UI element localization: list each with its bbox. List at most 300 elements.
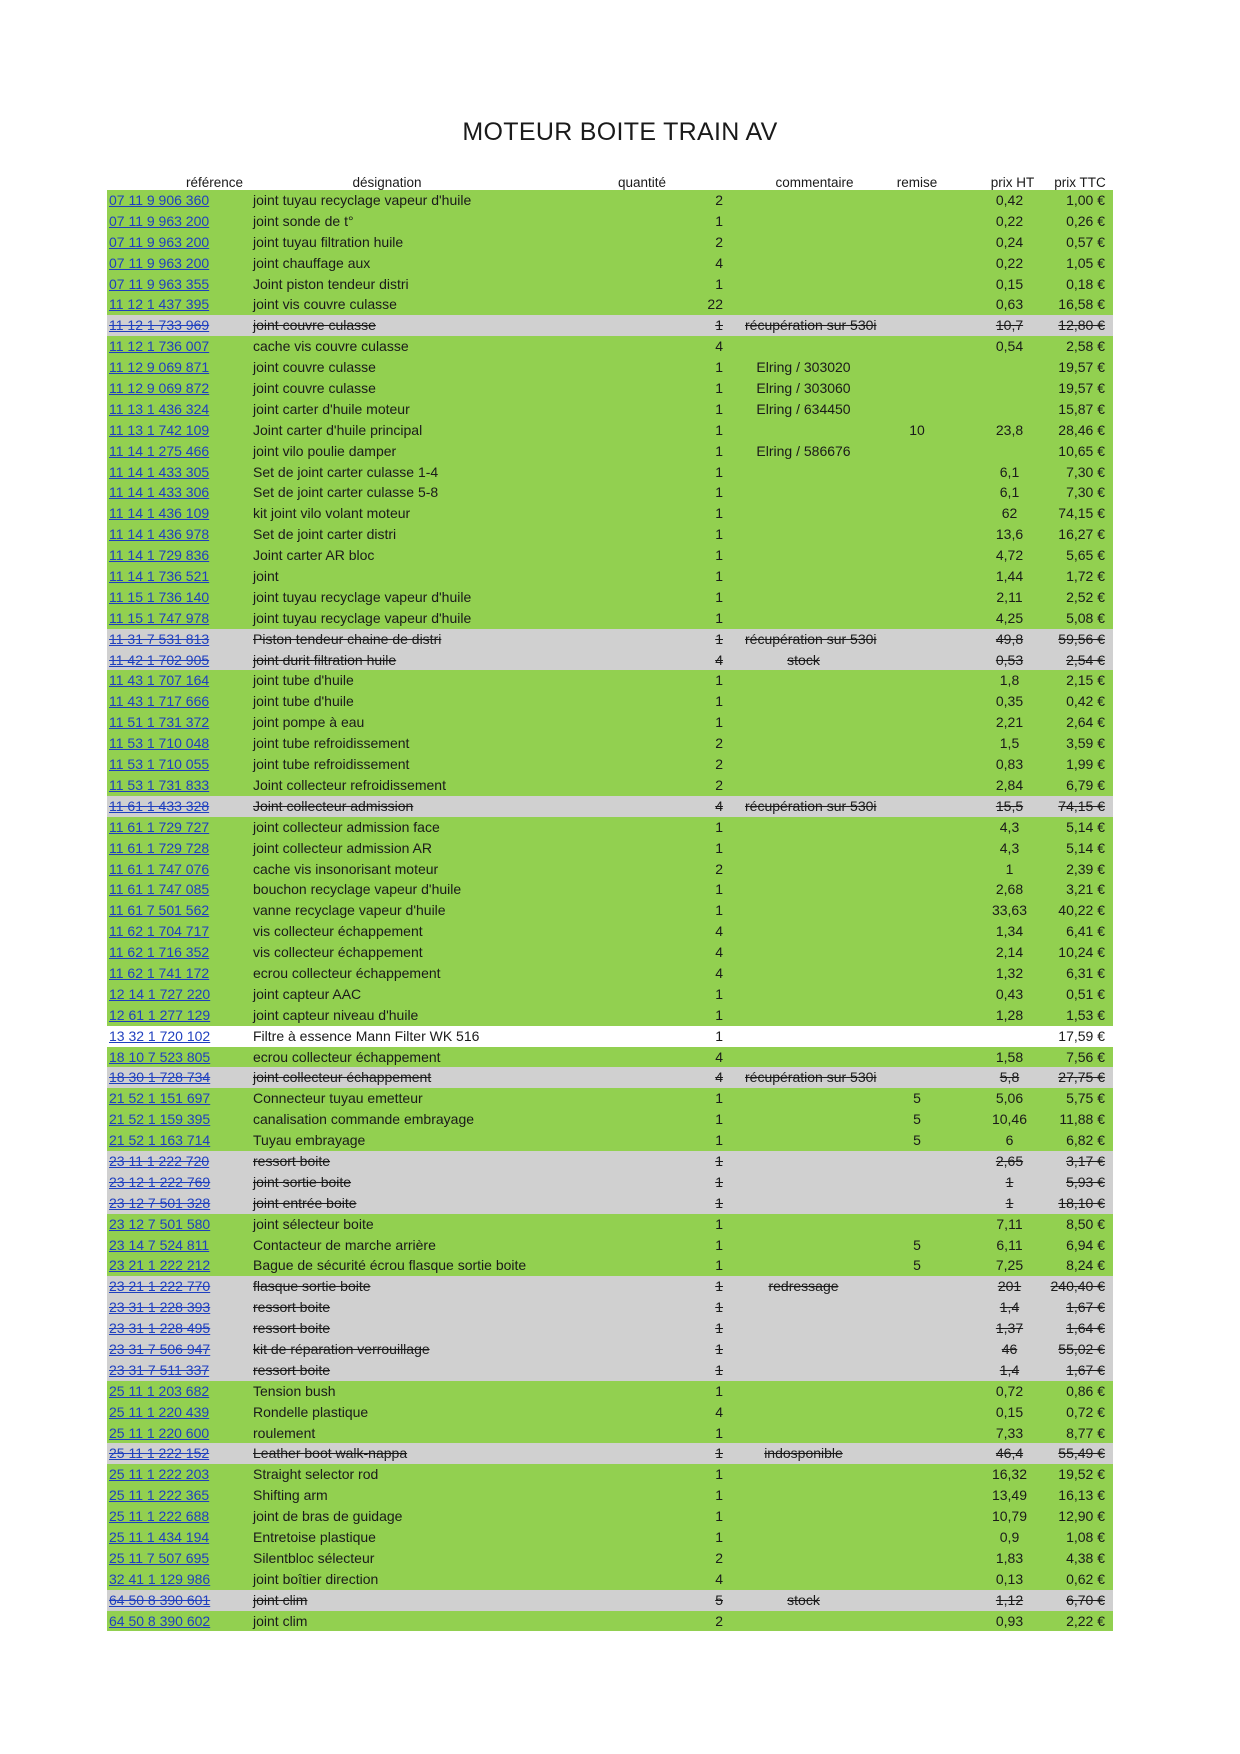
- discount-cell: [862, 900, 972, 921]
- header-discount: remise: [896, 175, 938, 190]
- discount-cell: [862, 566, 972, 587]
- reference-cell: [107, 921, 247, 942]
- quantity-cell: 2: [715, 735, 723, 752]
- quantity-cell: 22: [707, 296, 723, 313]
- comment-cell: [737, 859, 862, 880]
- reference-link[interactable]: 07 11 9 963 200: [109, 212, 210, 229]
- reference-link[interactable]: 11 13 1 436 324: [109, 400, 210, 417]
- reference-link[interactable]: 11 15 1 747 978: [109, 609, 210, 626]
- reference-link[interactable]: 21 52 1 151 697: [109, 1090, 211, 1107]
- quantity-cell: 1: [715, 526, 723, 543]
- price-ttc-cell: 6,31 €: [1066, 964, 1105, 981]
- table-row: [107, 1527, 1113, 1548]
- discount-cell: [862, 1067, 972, 1088]
- designation-cell: ressort boite: [253, 1299, 331, 1316]
- discount-cell: 5: [913, 1132, 921, 1149]
- quantity-cell: 1: [715, 1090, 723, 1107]
- designation-cell: joint durit filtration huile: [253, 651, 397, 668]
- reference-link[interactable]: 13 32 1 720 102: [109, 1027, 211, 1044]
- quantity-cell: 1: [715, 1361, 723, 1378]
- reference-link[interactable]: 11 62 1 741 172: [109, 964, 210, 981]
- reference-cell: [107, 1067, 247, 1088]
- reference-link[interactable]: 11 61 1 747 085: [109, 881, 210, 898]
- price-ttc-cell: 0,62 €: [1066, 1570, 1105, 1587]
- reference-link[interactable]: 23 21 1 222 212: [109, 1257, 211, 1274]
- discount-cell: [862, 1548, 972, 1569]
- comment-cell: [737, 1423, 862, 1444]
- reference-cell: [107, 1590, 247, 1611]
- reference-link[interactable]: 11 53 1 731 833: [109, 776, 210, 793]
- discount-cell: [862, 608, 972, 629]
- header-price-ttc: prix TTC: [1054, 175, 1106, 190]
- discount-cell: [862, 1151, 972, 1172]
- designation-cell: canalisation commande embrayage: [253, 1111, 475, 1128]
- comment-cell: [737, 1172, 862, 1193]
- price-ht-cell: 13,49: [991, 1487, 1028, 1504]
- reference-link[interactable]: 11 53 1 710 055: [109, 756, 210, 773]
- reference-cell: [107, 1297, 247, 1318]
- comment-cell: [737, 608, 862, 629]
- comment-cell: [737, 1339, 862, 1360]
- reference-link[interactable]: 11 61 1 729 727: [109, 818, 210, 835]
- quantity-cell: 1: [715, 484, 723, 501]
- reference-link[interactable]: 25 11 1 222 688: [109, 1508, 210, 1525]
- reference-cell: [107, 566, 247, 587]
- discount-cell: [862, 587, 972, 608]
- reference-link[interactable]: 11 61 1 747 076: [109, 860, 210, 877]
- comment-cell: récupération sur 530i: [745, 1069, 877, 1086]
- table-row: [107, 357, 1113, 378]
- price-ttc-cell: 18,10 €: [1058, 1194, 1105, 1211]
- comment-cell: [737, 336, 862, 357]
- price-ht-cell: 1: [1005, 860, 1014, 877]
- discount-cell: [862, 942, 972, 963]
- discount-cell: [862, 1485, 972, 1506]
- discount-cell: [862, 1611, 972, 1632]
- reference-link[interactable]: 11 61 1 729 728: [109, 839, 210, 856]
- discount-cell: [862, 315, 972, 336]
- reference-link[interactable]: 11 53 1 710 048: [109, 735, 210, 752]
- table-row: [107, 1590, 1113, 1611]
- price-ht-cell: 0,15: [995, 1403, 1024, 1420]
- price-ttc-cell: 7,56 €: [1066, 1048, 1105, 1065]
- reference-link[interactable]: 23 31 1 228 495: [109, 1320, 211, 1337]
- reference-link[interactable]: 11 62 1 716 352: [109, 944, 210, 961]
- reference-link[interactable]: 07 11 9 906 360: [109, 192, 210, 208]
- price-ht-cell: 1,58: [995, 1048, 1024, 1065]
- reference-link[interactable]: 23 14 7 524 811: [109, 1236, 210, 1253]
- price-ttc-cell: 7,30 €: [1066, 484, 1105, 501]
- designation-cell: joint collecteur admission AR: [253, 839, 432, 856]
- price-ht-cell: 2,65: [995, 1152, 1024, 1169]
- designation-cell: Entretoise plastique: [253, 1529, 376, 1545]
- comment-cell: [737, 1485, 862, 1506]
- reference-link[interactable]: 12 14 1 727 220: [109, 985, 211, 1002]
- table-row: [107, 1193, 1113, 1214]
- price-ht-cell: 10,7: [995, 317, 1024, 334]
- quantity-cell: 4: [715, 964, 723, 981]
- table-row: [107, 1297, 1113, 1318]
- table-row: [107, 775, 1113, 796]
- quantity-cell: 4: [715, 254, 723, 271]
- price-ttc-cell: 5,14 €: [1066, 839, 1105, 856]
- discount-cell: [862, 462, 972, 483]
- reference-cell: [107, 253, 247, 274]
- price-ht-cell: 1,32: [995, 964, 1024, 981]
- price-ttc-cell: 15,87 €: [1058, 400, 1105, 417]
- reference-link[interactable]: 11 12 1 733 969: [109, 317, 210, 334]
- quantity-cell: 2: [715, 1612, 723, 1629]
- table-row: [107, 1569, 1113, 1590]
- reference-link[interactable]: 25 11 1 220 439: [109, 1403, 210, 1420]
- price-ttc-cell: 17,59 €: [1058, 1027, 1105, 1044]
- comment-cell: [737, 545, 862, 566]
- reference-link[interactable]: 23 21 1 222 770: [109, 1278, 211, 1295]
- table-row: [107, 1026, 1113, 1047]
- price-ttc-cell: 19,57 €: [1058, 380, 1105, 397]
- discount-cell: [862, 733, 972, 754]
- reference-link[interactable]: 11 12 9 069 871: [109, 359, 210, 376]
- designation-cell: joint sortie boite: [253, 1173, 352, 1190]
- designation-cell: cache vis couvre culasse: [253, 338, 409, 355]
- reference-cell: [107, 1172, 247, 1193]
- reference-link[interactable]: 64 50 8 390 601: [109, 1591, 211, 1608]
- price-ttc-cell: 1,00 €: [1066, 192, 1105, 208]
- comment-cell: [737, 1109, 862, 1130]
- discount-cell: [862, 1464, 972, 1485]
- price-ttc-cell: 16,58 €: [1058, 296, 1105, 313]
- quantity-cell: 1: [715, 1340, 723, 1357]
- designation-cell: roulement: [253, 1424, 316, 1441]
- comment-cell: [737, 1235, 862, 1256]
- reference-cell: [107, 482, 247, 503]
- reference-cell: [107, 1276, 247, 1297]
- discount-cell: [862, 796, 972, 817]
- quantity-cell: 1: [715, 693, 723, 710]
- reference-link[interactable]: 18 30 1 728 734: [109, 1069, 211, 1086]
- comment-cell: [737, 942, 862, 963]
- reference-cell: [107, 1443, 247, 1464]
- table-row: [107, 211, 1113, 232]
- price-ht-cell: 0,72: [995, 1382, 1024, 1399]
- price-ttc-cell: 10,65 €: [1058, 442, 1105, 459]
- discount-cell: [862, 294, 972, 315]
- comment-cell: [737, 253, 862, 274]
- quantity-cell: 1: [715, 672, 723, 689]
- price-ttc-cell: 55,49 €: [1058, 1445, 1105, 1462]
- designation-cell: Set de joint carter culasse 5-8: [253, 484, 439, 501]
- reference-cell: [107, 942, 247, 963]
- table-row: [107, 1506, 1113, 1527]
- reference-link[interactable]: 11 14 1 275 466: [109, 442, 210, 459]
- price-ht-cell: 46: [1001, 1340, 1018, 1357]
- table-row: [107, 1381, 1113, 1402]
- table-row: [107, 545, 1113, 566]
- reference-link[interactable]: 21 52 1 163 714: [109, 1132, 211, 1149]
- quantity-cell: 4: [715, 923, 723, 940]
- designation-cell: Joint collecteur admission: [253, 797, 414, 814]
- table-row: [107, 796, 1113, 817]
- reference-link[interactable]: 23 12 1 222 769: [109, 1173, 211, 1190]
- reference-link[interactable]: 23 31 7 511 337: [109, 1361, 210, 1378]
- designation-cell: Filtre à essence Mann Filter WK 516: [253, 1027, 480, 1044]
- designation-cell: joint capteur niveau d'huile: [253, 1006, 419, 1023]
- price-ttc-cell: 8,50 €: [1066, 1215, 1105, 1232]
- discount-cell: [862, 984, 972, 1005]
- quantity-cell: 4: [715, 651, 723, 668]
- table-row: [107, 608, 1113, 629]
- reference-cell: [107, 838, 247, 859]
- reference-cell: [107, 984, 247, 1005]
- reference-link[interactable]: 11 51 1 731 372: [109, 714, 210, 731]
- reference-link[interactable]: 11 12 1 437 395: [109, 296, 210, 313]
- designation-cell: Connecteur tuyau emetteur: [253, 1090, 423, 1107]
- designation-cell: Joint collecteur refroidissement: [253, 776, 446, 793]
- reference-link[interactable]: 11 14 1 729 836: [109, 547, 210, 564]
- quantity-cell: 1: [715, 1320, 723, 1337]
- reference-link[interactable]: 12 61 1 277 129: [109, 1006, 211, 1023]
- price-ht-cell: 0,13: [995, 1570, 1024, 1587]
- quantity-cell: 1: [715, 1173, 723, 1190]
- table-row: [107, 1047, 1113, 1068]
- comment-cell: stock: [787, 1591, 820, 1608]
- discount-cell: [862, 1005, 972, 1026]
- price-ht-cell: 2,84: [995, 776, 1024, 793]
- quantity-cell: 1: [715, 881, 723, 898]
- table-row: [107, 1067, 1113, 1088]
- discount-cell: [862, 1276, 972, 1297]
- reference-link[interactable]: 11 12 9 069 872: [109, 380, 210, 397]
- reference-link[interactable]: 25 11 7 507 695: [109, 1549, 210, 1566]
- discount-cell: [862, 1339, 972, 1360]
- reference-link[interactable]: 23 31 7 506 947: [109, 1340, 211, 1357]
- quantity-cell: 1: [715, 463, 723, 480]
- comment-cell: [737, 1088, 862, 1109]
- price-ht-cell: 0,9: [999, 1529, 1020, 1545]
- reference-link[interactable]: 11 13 1 742 109: [109, 421, 210, 438]
- reference-link[interactable]: 11 31 7 531 813: [109, 630, 210, 647]
- price-ht-cell: 1,12: [995, 1591, 1024, 1608]
- comment-cell: [737, 503, 862, 524]
- designation-cell: joint tube refroidissement: [253, 756, 410, 773]
- designation-cell: Shifting arm: [253, 1487, 328, 1504]
- reference-link[interactable]: 07 11 9 963 355: [109, 275, 210, 292]
- reference-cell: [107, 524, 247, 545]
- reference-link[interactable]: 11 43 1 717 666: [109, 693, 210, 710]
- reference-link[interactable]: 11 14 1 436 978: [109, 526, 210, 543]
- reference-link[interactable]: 11 43 1 707 164: [109, 672, 210, 689]
- price-ttc-cell: 3,17 €: [1066, 1152, 1105, 1169]
- designation-cell: bouchon recyclage vapeur d'huile: [253, 881, 462, 898]
- reference-cell: [107, 274, 247, 295]
- designation-cell: Silentbloc sélecteur: [253, 1549, 375, 1566]
- quantity-cell: 1: [715, 275, 723, 292]
- price-ht-cell: 0,22: [995, 254, 1024, 271]
- comment-cell: [737, 1506, 862, 1527]
- price-ht-cell: [972, 357, 1047, 378]
- reference-link[interactable]: 64 50 8 390 602: [109, 1612, 211, 1629]
- price-ht-cell: 201: [997, 1278, 1022, 1295]
- designation-cell: joint couvre culasse: [253, 380, 376, 397]
- price-ttc-cell: 59,56 €: [1058, 630, 1105, 647]
- reference-link[interactable]: 25 11 1 222 365: [109, 1487, 210, 1504]
- reference-link[interactable]: 25 11 1 222 152: [109, 1445, 210, 1462]
- reference-link[interactable]: 25 11 1 434 194: [109, 1529, 210, 1545]
- designation-cell: joint tuyau filtration huile: [253, 233, 404, 250]
- comment-cell: [737, 921, 862, 942]
- designation-cell: cache vis insonorisant moteur: [253, 860, 439, 877]
- reference-cell: [107, 1235, 247, 1256]
- table-row: [107, 190, 1113, 211]
- quantity-cell: 1: [715, 547, 723, 564]
- table-row: [107, 482, 1113, 503]
- reference-link[interactable]: 07 11 9 963 200: [109, 233, 210, 250]
- price-ht-cell: 0,42: [995, 192, 1024, 208]
- table-header: [107, 168, 1113, 190]
- comment-cell: [737, 232, 862, 253]
- price-ttc-cell: 16,27 €: [1058, 526, 1105, 543]
- reference-link[interactable]: 23 12 7 501 328: [109, 1194, 211, 1211]
- discount-cell: [862, 1402, 972, 1423]
- comment-cell: [737, 670, 862, 691]
- designation-cell: joint tube refroidissement: [253, 735, 410, 752]
- price-ht-cell: 0,24: [995, 233, 1024, 250]
- reference-cell: [107, 775, 247, 796]
- price-ttc-cell: 5,65 €: [1066, 547, 1105, 564]
- price-ttc-cell: 6,41 €: [1066, 923, 1105, 940]
- quantity-cell: 4: [715, 338, 723, 355]
- reference-link[interactable]: 25 11 1 222 203: [109, 1466, 210, 1483]
- designation-cell: joint collecteur admission face: [253, 818, 440, 835]
- price-ttc-cell: 2,52 €: [1066, 588, 1105, 605]
- discount-cell: [862, 524, 972, 545]
- quantity-cell: 4: [715, 1570, 723, 1587]
- comment-cell: [737, 1402, 862, 1423]
- discount-cell: [862, 503, 972, 524]
- table-row: [107, 253, 1113, 274]
- price-ttc-cell: 1,67 €: [1066, 1299, 1105, 1316]
- table-row: [107, 1005, 1113, 1026]
- price-ht-cell: 7,25: [995, 1257, 1024, 1274]
- reference-link[interactable]: 11 12 1 736 007: [109, 338, 210, 355]
- quantity-cell: 1: [715, 1236, 723, 1253]
- reference-link[interactable]: 18 10 7 523 805: [109, 1048, 211, 1065]
- discount-cell: [862, 691, 972, 712]
- price-ttc-cell: 19,52 €: [1058, 1466, 1105, 1483]
- designation-cell: ressort boite: [253, 1320, 331, 1337]
- reference-link[interactable]: 23 31 1 228 393: [109, 1299, 211, 1316]
- price-ttc-cell: 1,53 €: [1066, 1006, 1105, 1023]
- designation-cell: joint tuyau recyclage vapeur d'huile: [253, 609, 472, 626]
- reference-link[interactable]: 11 61 1 433 328: [109, 797, 210, 814]
- price-ht-cell: [972, 399, 1047, 420]
- designation-cell: joint couvre culasse: [253, 317, 376, 334]
- reference-link[interactable]: 23 11 1 222 720: [109, 1152, 210, 1169]
- table-row: [107, 1130, 1113, 1151]
- designation-cell: joint clim: [253, 1612, 308, 1629]
- price-ttc-cell: 3,59 €: [1066, 735, 1105, 752]
- designation-cell: joint tuyau recyclage vapeur d'huile: [253, 588, 472, 605]
- reference-link[interactable]: 11 14 1 736 521: [109, 568, 210, 585]
- table-row: [107, 1172, 1113, 1193]
- designation-cell: Joint carter d'huile principal: [253, 421, 423, 438]
- price-ttc-cell: 7,30 €: [1066, 463, 1105, 480]
- discount-cell: [862, 253, 972, 274]
- price-ht-cell: 46,4: [995, 1445, 1024, 1462]
- reference-link[interactable]: 11 15 1 736 140: [109, 588, 210, 605]
- reference-link[interactable]: 11 14 1 433 305: [109, 463, 210, 480]
- quantity-cell: 1: [715, 568, 723, 585]
- designation-cell: joint sonde de t°: [253, 212, 354, 229]
- table-row: [107, 1339, 1113, 1360]
- table-row: [107, 629, 1113, 650]
- reference-link[interactable]: 11 62 1 704 717: [109, 923, 210, 940]
- reference-cell: [107, 1360, 247, 1381]
- quantity-cell: 1: [715, 442, 723, 459]
- reference-cell: [107, 1423, 247, 1444]
- designation-cell: kit joint vilo volant moteur: [253, 505, 411, 522]
- reference-cell: [107, 754, 247, 775]
- table-row: [107, 420, 1113, 441]
- reference-cell: [107, 357, 247, 378]
- quantity-cell: 1: [715, 1215, 723, 1232]
- reference-link[interactable]: 11 61 7 501 562: [109, 902, 210, 919]
- price-ht-cell: 10,79: [991, 1508, 1028, 1525]
- discount-cell: 5: [913, 1257, 921, 1274]
- reference-link[interactable]: 11 14 1 436 109: [109, 505, 210, 522]
- reference-link[interactable]: 25 11 1 203 682: [109, 1382, 210, 1399]
- table-row: [107, 879, 1113, 900]
- price-ht-cell: 10,46: [991, 1111, 1028, 1128]
- reference-cell: [107, 441, 247, 462]
- table-row: [107, 1423, 1113, 1444]
- table-body: [107, 190, 1113, 1631]
- table-row: [107, 859, 1113, 880]
- reference-cell: [107, 691, 247, 712]
- designation-cell: joint vilo poulie damper: [253, 442, 397, 459]
- header-quantity: quantité: [617, 175, 667, 190]
- price-ht-cell: 4,3: [999, 818, 1020, 835]
- comment-cell: [737, 984, 862, 1005]
- price-ht-cell: 1,34: [995, 923, 1024, 940]
- designation-cell: joint sélecteur boite: [253, 1215, 374, 1232]
- reference-cell: [107, 1318, 247, 1339]
- price-ht-cell: [972, 1026, 1047, 1047]
- reference-cell: [107, 859, 247, 880]
- reference-link[interactable]: 23 12 7 501 580: [109, 1215, 211, 1232]
- designation-cell: joint: [253, 568, 279, 585]
- reference-link[interactable]: 21 52 1 159 395: [109, 1111, 211, 1128]
- price-ttc-cell: 55,02 €: [1058, 1340, 1105, 1357]
- table-row: [107, 1611, 1113, 1632]
- price-ttc-cell: 8,77 €: [1066, 1424, 1105, 1441]
- discount-cell: [862, 1026, 972, 1047]
- table-row: [107, 587, 1113, 608]
- reference-link[interactable]: 32 41 1 129 986: [109, 1570, 211, 1587]
- reference-link[interactable]: 11 42 1 702 905: [109, 651, 210, 668]
- price-ttc-cell: 0,51 €: [1066, 985, 1105, 1002]
- reference-link[interactable]: 25 11 1 220 600: [109, 1424, 210, 1441]
- reference-link[interactable]: 11 14 1 433 306: [109, 484, 210, 501]
- price-ttc-cell: 1,08 €: [1066, 1529, 1105, 1545]
- price-ht-cell: 1,5: [999, 735, 1020, 752]
- reference-link[interactable]: 07 11 9 963 200: [109, 254, 210, 271]
- comment-cell: [737, 1297, 862, 1318]
- designation-cell: joint entrée boite: [253, 1194, 357, 1211]
- comment-cell: Elring / 586676: [756, 442, 851, 459]
- price-ht-cell: 1: [1005, 1173, 1014, 1190]
- price-ttc-cell: 6,94 €: [1066, 1236, 1105, 1253]
